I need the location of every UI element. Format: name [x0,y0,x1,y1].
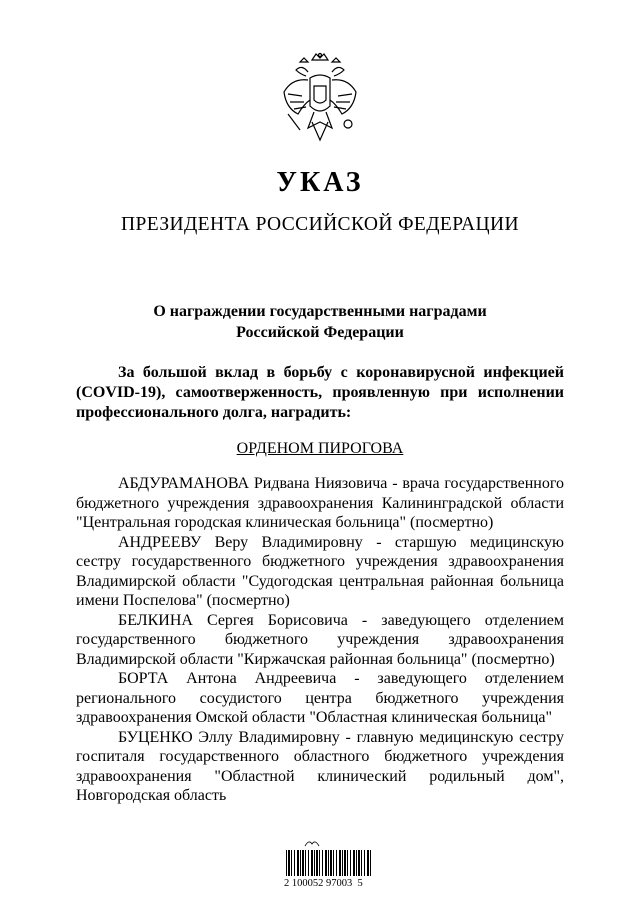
awardee-entry: БЕЛКИНА Сергея Борисовича - заведующего отделением государственного бюджетного учреждения здравоохранения Владимирской области "Киржачская районная больница" (посмертно) [76,611,564,668]
awardee-entry: БУЦЕНКО Эллу Владимировну - главную медицинскую сестру госпиталя государственного областного бюджетного учреждения здравоохранения "Областной клинический родильный дом", Новгородская область [76,728,564,804]
document-title: УКАЗ [276,167,364,198]
barcode-number: 2 100052 97003 5 [284,878,363,889]
awardee-list [76,474,564,806]
document-subtitle: ПРЕЗИДЕНТА РОССИЙСКОЙ ФЕДЕРАЦИИ [121,214,519,235]
awardee-entry: БОРТА Антона Андреевича - заведующего отделением регионального сосудистого центра бюджетного учреждения здравоохранения Омской области "Областная клиническая больница" [76,670,564,726]
subject-line-1: О награждении государственными наградами [153,303,487,320]
awardee-entry: АБДУРАМАНОВА Ридвана Ниязовича - врача государственного бюджетного учреждения здравоохранения Калининградской области "Центральная городская клиническая больница" (посмертно) [76,475,564,531]
coat-of-arms-icon [278,52,362,146]
preamble [76,363,564,423]
barcode-logo-icon [304,838,320,850]
order-title: ОРДЕНОМ ПИРОГОВА [236,440,404,457]
subject-line-2: Российской Федерации [236,324,404,341]
barcode-icon [286,850,372,876]
awardee-entry: АНДРЕЕВУ Веру Владимировну - старшую медицинскую сестру государственного бюджетного учреждения здравоохранения Владимирской области "Судогодская центральная районная больница имени Поспелова" (посмертно) [76,533,564,609]
preamble-text: За большой вклад в борьбу с коронавирусной инфекцией (COVID-19), самоотверженность, проявленную при исполнении профессионального долга, наградить: [76,364,564,421]
decree-subject [0,301,640,343]
